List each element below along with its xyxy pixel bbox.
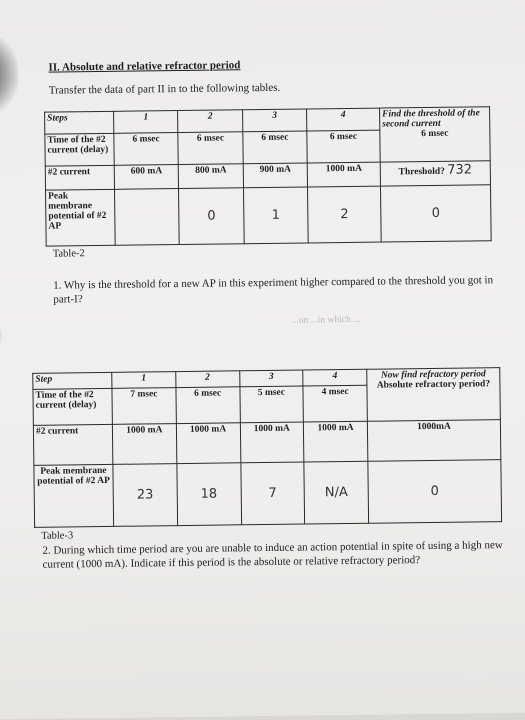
peak-value: 23: [113, 464, 178, 527]
current-value: 800 mA: [179, 164, 244, 189]
delay-label: Time of the #2 current (delay): [33, 388, 112, 425]
current-extra: 1000mA: [367, 420, 500, 462]
table-2: [44, 106, 492, 246]
peak-value: 18: [177, 463, 242, 526]
question-2: 2. During which time period are you are unable to induce an action potential in spite of using a high new current (1000 mA). Indicate if this period is the absolute or relative refractory period?: [42, 539, 503, 571]
peak-extra: 0: [380, 185, 491, 242]
peak-value-empty: [115, 189, 180, 246]
delay-value: 6 msec: [114, 133, 179, 166]
step-2: 2: [178, 110, 243, 133]
step-2: 2: [175, 371, 239, 388]
current-label: #2 current: [45, 165, 114, 190]
question-1: 1. Why is the threshold for a new AP in this experiment higher compared to the threshold you got in part-I?: [53, 274, 494, 306]
peak-label: Peak membrane potential of #2 AP: [34, 464, 114, 527]
hole-punch-shadow: [0, 319, 4, 353]
table-2-caption: Table-2: [52, 248, 85, 260]
delay-value: 6 msec: [176, 387, 240, 424]
step-4: 4: [307, 108, 380, 131]
current-value: 1000 mA: [304, 421, 368, 462]
delay-value: 5 msec: [239, 386, 303, 423]
current-value: 1000 mA: [240, 422, 304, 463]
step-1: 1: [114, 111, 179, 134]
peak-label: Peak membrane potential of #2 AP: [46, 189, 116, 246]
delay-value: 6 msec: [178, 132, 243, 165]
delay-value: 6 msec: [243, 131, 308, 164]
peak-value: 0: [179, 188, 244, 245]
instruction-text: Transfer the data of part II in to the following tables.: [48, 81, 281, 97]
peak-value: N/A: [304, 461, 369, 524]
current-value: 1000 mA: [112, 424, 176, 465]
current-value: 1000 mA: [307, 162, 380, 187]
delay-value: 4 msec: [303, 385, 367, 422]
delay-value: 6 msec: [307, 130, 380, 163]
refractory-header-cell: Now find refractory period Absolute refractory period?: [367, 368, 501, 422]
find-threshold-cell: Find the threshold of the second current 6 msec: [380, 107, 491, 162]
step-3: 3: [242, 109, 307, 132]
current-value: 600 mA: [114, 165, 179, 190]
peak-extra: 0: [368, 460, 502, 524]
current-label: #2 current: [33, 424, 112, 465]
peak-value: 1: [243, 187, 308, 244]
threshold-cell: Threshold? 732: [380, 161, 490, 186]
table-3: [32, 367, 502, 528]
current-value: 1000 mA: [176, 423, 240, 464]
steps-header: Steps: [45, 111, 114, 134]
step-header: Step: [33, 372, 112, 389]
delay-label: Time of the #2 current (delay): [45, 133, 114, 166]
table-3-caption: Table-3: [41, 530, 74, 542]
threshold-handwritten: 732: [447, 162, 473, 178]
step-4: 4: [303, 369, 367, 386]
delay-value: 7 msec: [112, 388, 176, 425]
section-title: II. Absolute and relative refractor period: [48, 59, 241, 74]
peak-value: 7: [240, 462, 305, 525]
binder-clip-shadow: [0, 29, 19, 120]
step-1: 1: [112, 372, 176, 389]
current-value: 900 mA: [243, 163, 308, 188]
peak-value: 2: [308, 186, 382, 243]
step-3: 3: [239, 370, 303, 387]
show-through-text: ...on ...in which ...: [291, 314, 361, 326]
